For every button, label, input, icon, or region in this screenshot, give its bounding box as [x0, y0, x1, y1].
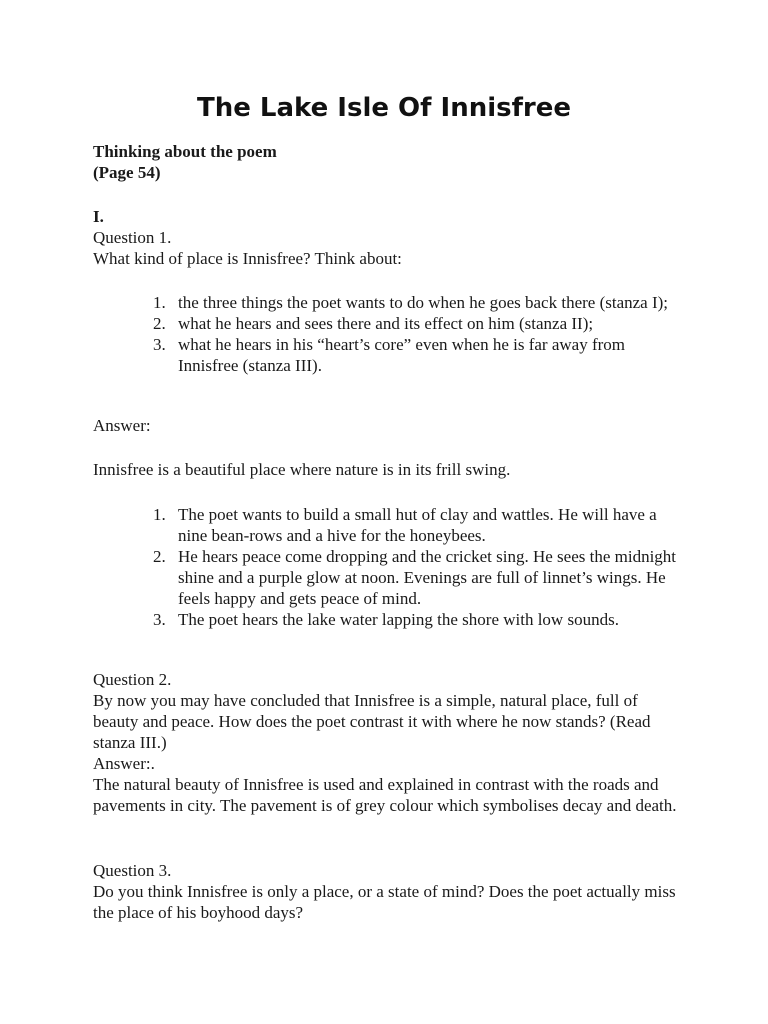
- question-2: [93, 669, 678, 816]
- list-number: 2.: [153, 314, 166, 333]
- list-number: 2.: [153, 547, 166, 566]
- list-item: [93, 609, 683, 630]
- list-item: [93, 313, 683, 334]
- question-1-header: [93, 206, 693, 269]
- question-2-label: Question 2.: [93, 670, 172, 689]
- question-2-text: By now you may have concluded that Innisfree is a simple, natural place, full of beauty and peace. How does the poet contrast it with where he now stands? (Read stanza III.): [93, 691, 651, 752]
- section-heading: Thinking about the poem: [93, 142, 277, 161]
- question-3-label: Question 3.: [93, 861, 172, 880]
- list-item-text: what he hears in his “heart’s core” even when he is far away from Innisfree (stanza III).: [178, 335, 626, 375]
- question-2-answer-text: The natural beauty of Innisfree is used and explained in contrast with the roads and pavements in city. The pavement is of grey colour which symbolises decay and death.: [93, 775, 677, 815]
- list-item: [93, 504, 683, 546]
- answer-label: Answer:.: [93, 754, 155, 773]
- list-item-text: the three things the poet wants to do when he goes back there (stanza I);: [178, 293, 669, 312]
- list-item: [93, 546, 683, 609]
- section-number: I.: [93, 207, 104, 226]
- list-number: 1.: [153, 505, 166, 524]
- intro-section: [93, 141, 693, 183]
- question-1-answer-points: [93, 504, 683, 630]
- list-item: [93, 334, 683, 376]
- question-3-text: Do you think Innisfree is only a place, or a state of mind? Does the poet actually miss the place of his boyhood days?: [93, 882, 676, 922]
- list-item-text: The poet hears the lake water lapping the shore with low sounds.: [178, 610, 619, 629]
- list-number: 3.: [153, 610, 166, 629]
- list-number: 3.: [153, 335, 166, 354]
- question-1-label: Question 1.: [93, 228, 172, 247]
- list-item-text: He hears peace come dropping and the cricket sing. He sees the midnight shine and a purple glow at noon. Evenings are full of linnet’s wings. He feels happy and gets peace of mind.: [178, 547, 677, 608]
- list-number: 1.: [153, 293, 166, 312]
- list-item-text: The poet wants to build a small hut of clay and wattles. He will have a nine bean-rows and a hive for the honeybees.: [178, 505, 657, 545]
- question-3: [93, 860, 678, 923]
- page-title: The Lake Isle Of Innisfree: [196, 93, 572, 123]
- question-1-prompts: [93, 292, 683, 376]
- question-1-answer: [93, 415, 693, 436]
- page-reference: (Page 54): [93, 163, 161, 182]
- answer-label: Answer:: [93, 416, 151, 435]
- answer-summary: [93, 459, 693, 480]
- list-item-text: what he hears and sees there and its effect on him (stanza II);: [178, 314, 594, 333]
- question-1-text: What kind of place is Innisfree? Think about:: [93, 249, 402, 268]
- answer-text: Innisfree is a beautiful place where nature is in its frill swing.: [93, 460, 511, 479]
- list-item: [93, 292, 683, 313]
